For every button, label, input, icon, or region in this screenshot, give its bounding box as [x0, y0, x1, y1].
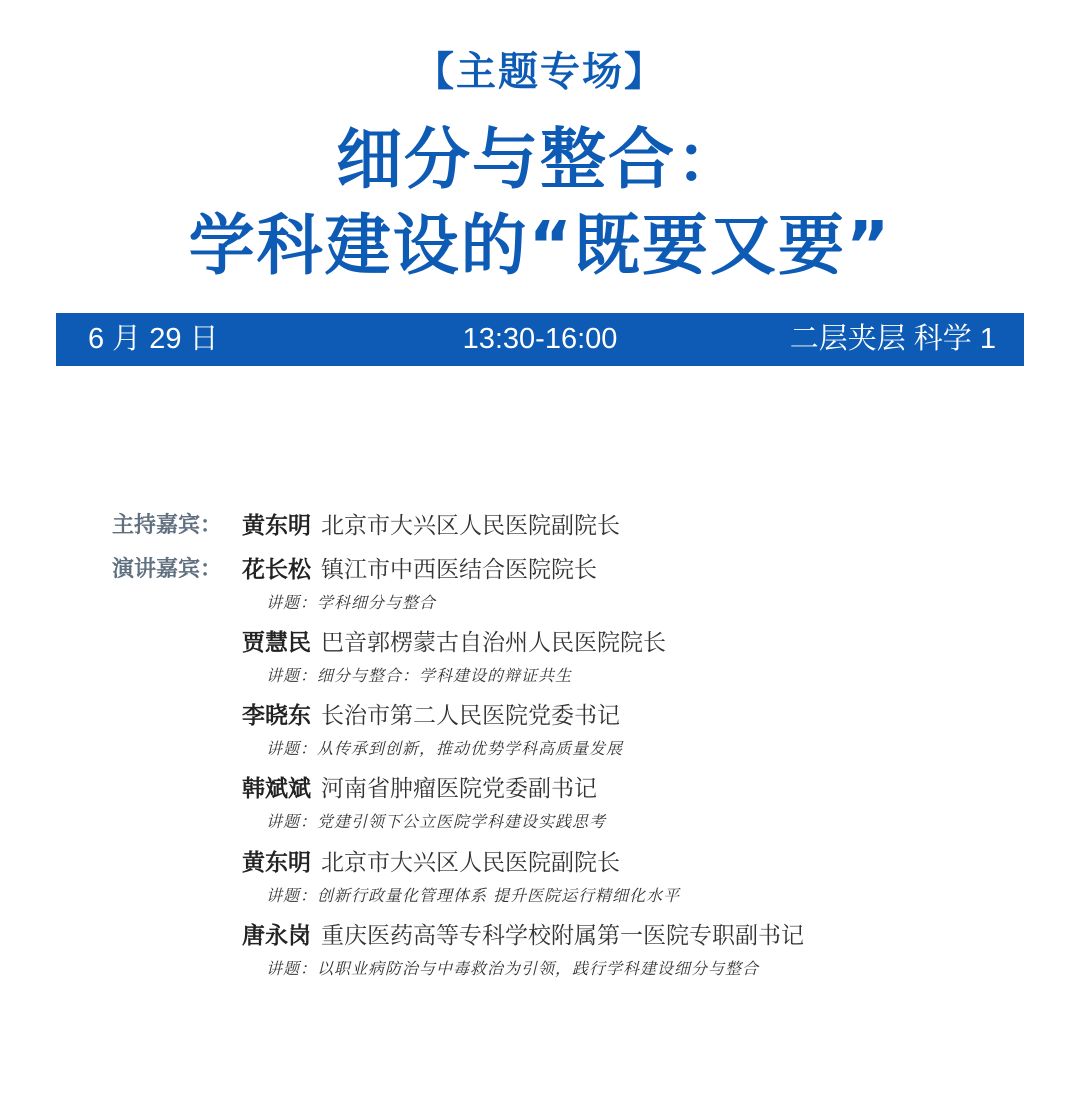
page-title-line-1: 细分与整合： [336, 121, 744, 198]
speaker-org: 长治市第二人民医院党委书记 [321, 703, 620, 729]
speaker-topic: 讲题：学科细分与整合 [266, 593, 437, 612]
session-time: 13:30-16:00 [462, 323, 618, 355]
speaker-name: 韩斌斌 [242, 776, 311, 802]
speaker-org: 北京市大兴区人民医院副院长 [321, 850, 620, 876]
speaker-name: 李晓东 [242, 703, 311, 729]
session-date: 6 月 29 日 [88, 323, 219, 355]
speakers-role-label: 演讲嘉宾： [112, 557, 223, 582]
host-row [242, 510, 620, 542]
speaker-topic: 讲题：创新行政量化管理体系 提升医院运行精细化水平 [266, 886, 681, 905]
speaker-topic: 讲题：从传承到创新，推动优势学科高质量发展 [266, 739, 624, 758]
speaker-topic: 讲题：细分与整合：学科建设的辩证共生 [266, 666, 573, 685]
speaker-row [242, 773, 597, 805]
host-role-label: 主持嘉宾： [112, 513, 223, 538]
session-tag: 【主题专场】 [414, 49, 666, 95]
speaker-topic: 讲题：党建引领下公立医院学科建设实践思考 [266, 812, 607, 831]
speaker-row [242, 700, 620, 732]
host-name: 黄东明 [242, 513, 311, 539]
speaker-row [242, 847, 620, 879]
page-title-line-2: 学科建设的“既要又要” [188, 207, 892, 284]
speaker-name: 贾慧民 [242, 630, 311, 656]
speaker-row [242, 920, 804, 952]
speaker-name: 花长松 [242, 557, 311, 583]
speaker-org: 重庆医药高等专科学校附属第一医院专职副书记 [321, 923, 804, 949]
speaker-org: 河南省肿瘤医院党委副书记 [321, 776, 597, 802]
info-bar [56, 313, 1024, 366]
host-org: 北京市大兴区人民医院副院长 [321, 513, 620, 539]
speaker-org: 镇江市中西医结合医院院长 [321, 557, 597, 583]
speaker-row [242, 627, 666, 659]
session-venue: 二层夹层 科学 1 [789, 323, 996, 355]
speaker-topic: 讲题：以职业病防治与中毒救治为引领，践行学科建设细分与整合 [266, 959, 760, 978]
speaker-name: 唐永岗 [242, 923, 311, 949]
speaker-row [242, 554, 597, 586]
speaker-name: 黄东明 [242, 850, 311, 876]
speaker-org: 巴音郭楞蒙古自治州人民医院院长 [321, 630, 666, 656]
